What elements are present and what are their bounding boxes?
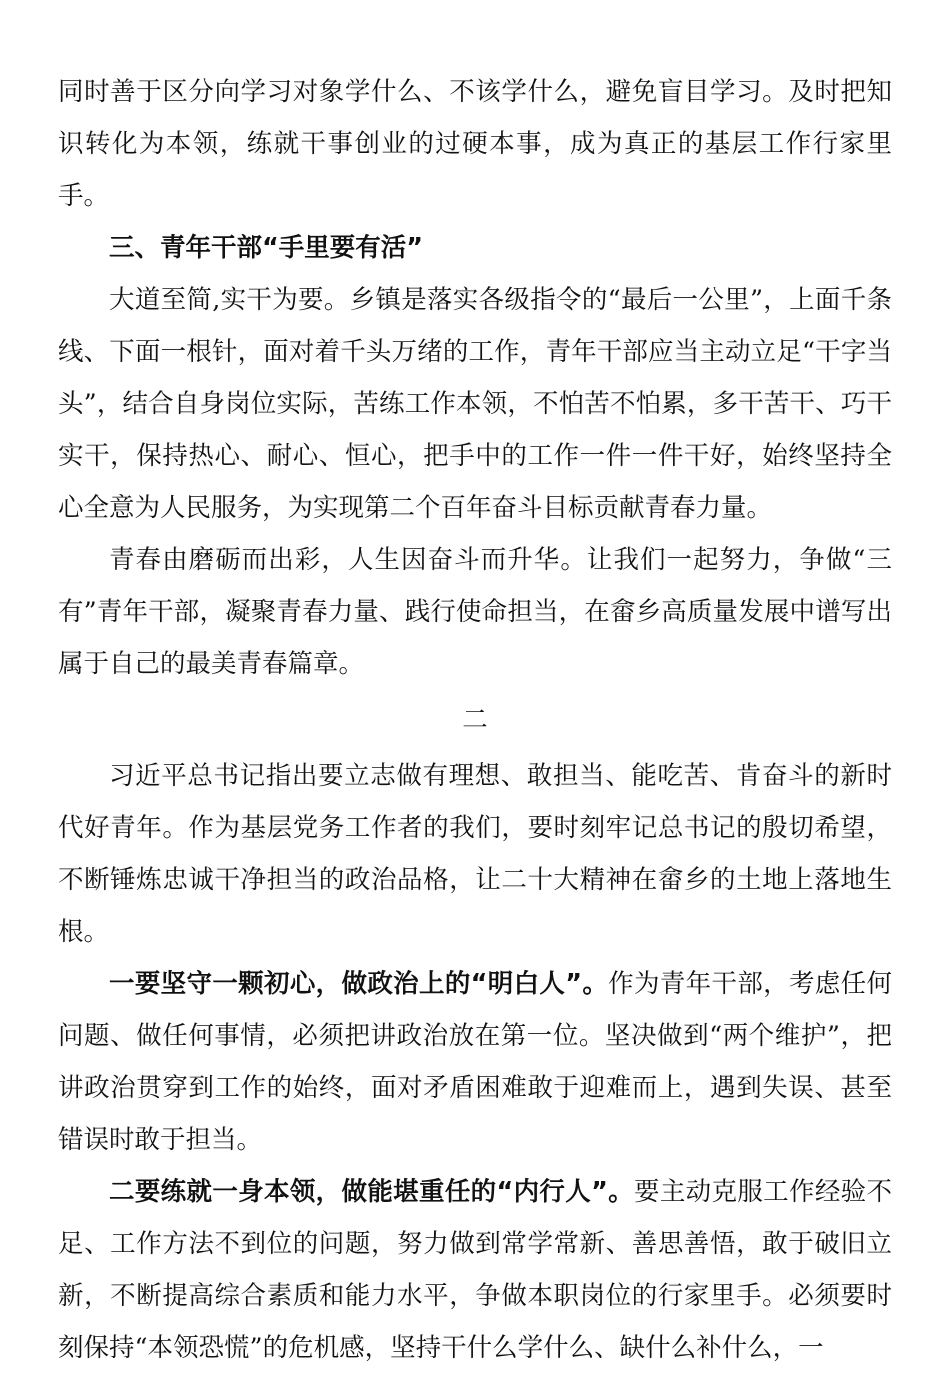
point-one-paragraph bbox=[58, 958, 892, 1166]
point-two-body: 要主动克服工作经验不足、工作方法不到位的问题，努力做到常学常新、善思善悟，敢于破旧立新，不断提高综合素质和能力水平，争做本职岗位的行家里手。必须要时刻保持“本领恐慌”的危机感，坚持干什么学什么、缺什么补什么，一 bbox=[58, 1177, 892, 1363]
point-two-lead: 二要练就一身本领，做能堪重任的“内行人”。 bbox=[109, 1177, 634, 1207]
paragraph-intro-two: 习近平总书记指出要立志做有理想、敢担当、能吃苦、肯奋斗的新时代好青年。作为基层党务工作者的我们，要时刻牢记总书记的殷切希望，不断锤炼忠诚干净担当的政治品格，让二十大精神在畲乡的土地上落地生根。 bbox=[58, 761, 892, 947]
point-one-body: 作为青年干部，考虑任何问题、做任何事情，必须把讲政治放在第一位。坚决做到“两个维护”，把讲政治贯穿到工作的始终，面对矛盾困难敢于迎难而上，遇到失误、甚至错误时敢于担当。 bbox=[58, 969, 892, 1155]
paragraph-youth-closing: 青春由磨砺而出彩，人生因奋斗而升华。让我们一起努力，争做“三有”青年干部，凝聚青春力量、践行使命担当，在畲乡高质量发展中谱写出属于自己的最美青春篇章。 bbox=[58, 545, 892, 679]
document-page bbox=[58, 66, 892, 1374]
point-one-lead: 一要坚守一颗初心，做政治上的“明白人”。 bbox=[109, 969, 609, 999]
section-heading-three: 三、青年干部“手里要有活” bbox=[109, 233, 424, 263]
point-two-paragraph bbox=[58, 1166, 892, 1374]
paragraph-practical-work: 大道至简,实干为要。乡镇是落实各级指令的“最后一公里”，上面千条线、下面一根针，面对着千头万绪的工作，青年干部应当主动立足“干字当头”，结合自身岗位实际，苦练工作本领，不怕苦不怕累，多干苦干、巧干实干，保持热心、耐心、恒心，把手中的工作一件一件干好，始终坚持全心全意为人民服务，为实现第二个百年奋斗目标贡献青春力量。 bbox=[58, 285, 892, 523]
section-marker: 二 bbox=[462, 705, 488, 735]
continuation-paragraph: 同时善于区分向学习对象学什么、不该学什么，避免盲目学习。及时把知识转化为本领，练就干事创业的过硬本事，成为真正的基层工作行家里手。 bbox=[58, 77, 892, 211]
